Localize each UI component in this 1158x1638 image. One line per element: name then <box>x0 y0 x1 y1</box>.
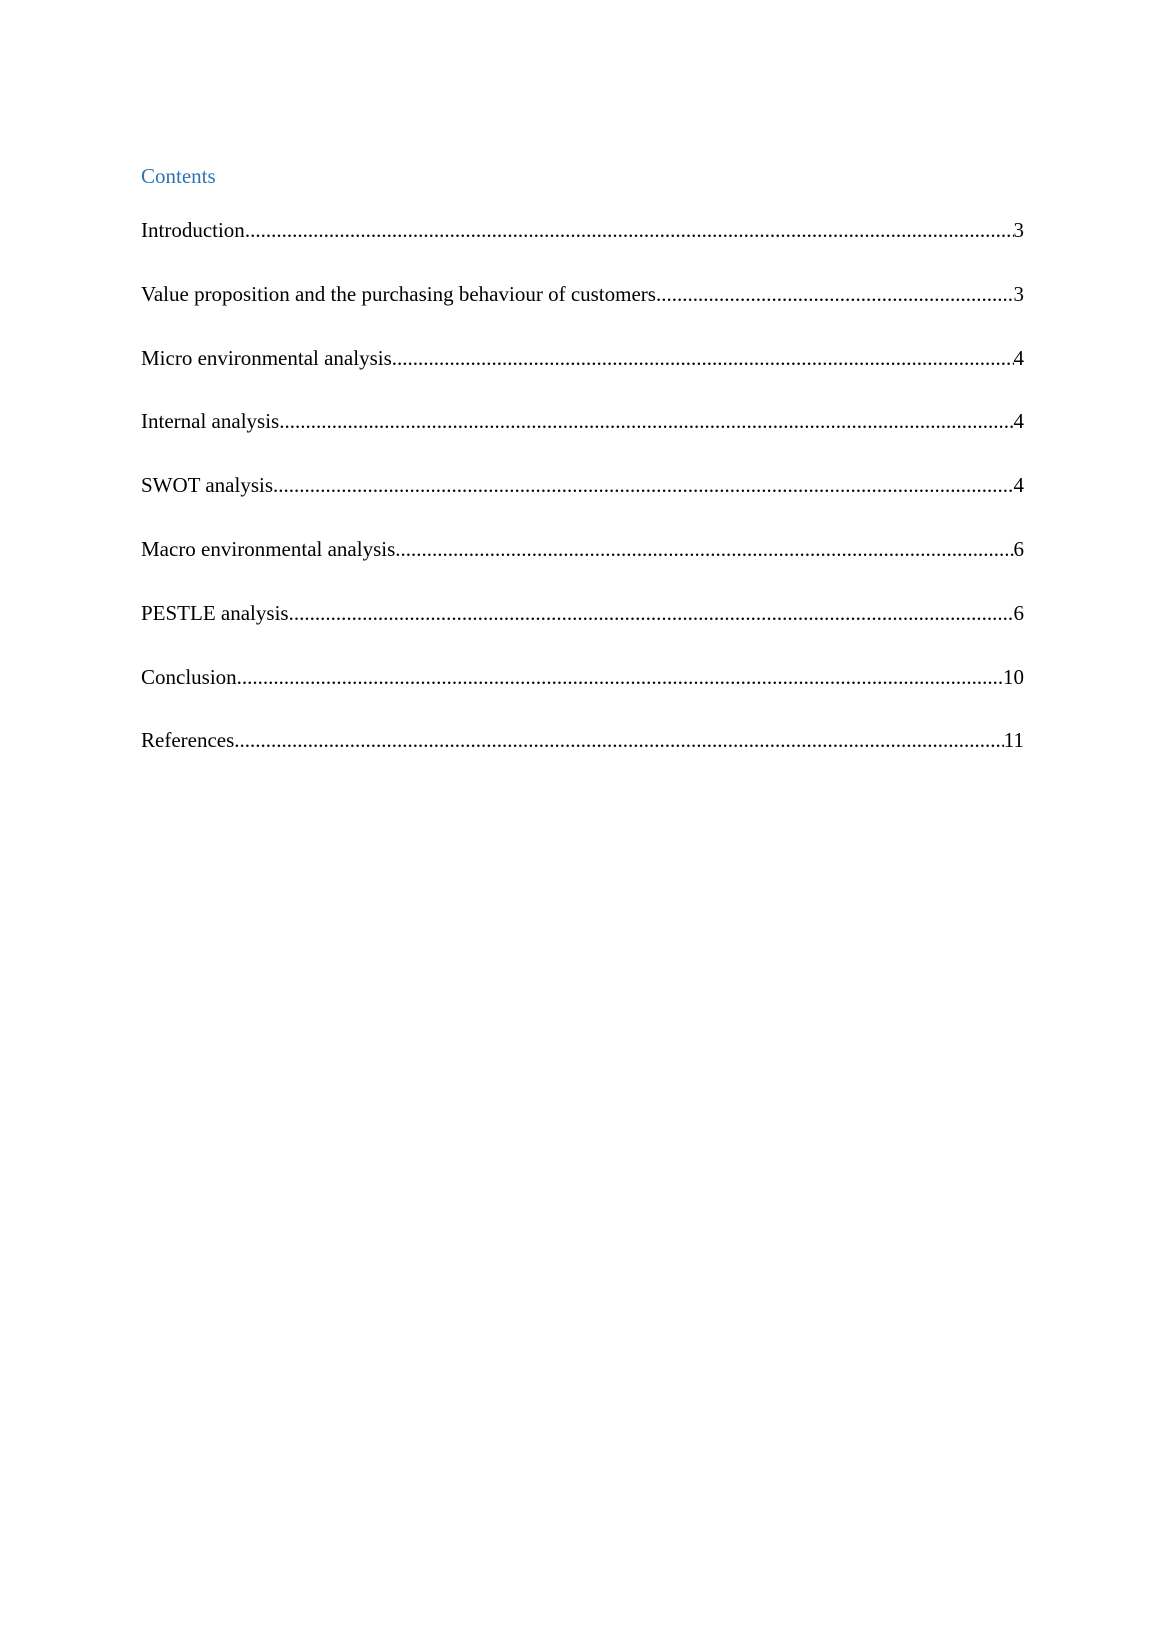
toc-dot-leader <box>656 281 1014 307</box>
toc-entry-micro-environmental-analysis[interactable] <box>141 345 1024 409</box>
toc-entry-page-number: 10 <box>1003 664 1024 689</box>
toc-entry-page-number: 6 <box>1013 536 1024 561</box>
toc-entry-title: SWOT analysis <box>141 473 274 498</box>
table-of-contents <box>141 217 1024 791</box>
toc-entry-introduction[interactable] <box>141 217 1024 281</box>
toc-entry-internal-analysis[interactable] <box>141 408 1024 472</box>
toc-entry-page-number: 4 <box>1013 345 1024 370</box>
toc-entry-title: Macro environmental analysis <box>141 536 396 561</box>
toc-entry-page-number: 11 <box>1003 728 1024 753</box>
toc-heading: Contents <box>141 164 216 188</box>
toc-entry-page-number: 3 <box>1013 281 1024 306</box>
toc-dot-leader <box>273 472 1013 498</box>
toc-entry-title: References <box>141 728 235 753</box>
toc-entry-page-number: 6 <box>1013 600 1024 625</box>
toc-entry-pestle-analysis[interactable] <box>141 600 1024 664</box>
toc-dot-leader <box>279 408 1013 434</box>
toc-entry-page-number: 3 <box>1013 218 1024 242</box>
toc-entry-value-proposition[interactable] <box>141 281 1024 345</box>
toc-entry-page-number: 4 <box>1013 473 1024 498</box>
toc-dot-leader <box>289 600 1014 626</box>
toc-dot-leader <box>245 217 1014 243</box>
toc-entry-conclusion[interactable] <box>141 664 1024 728</box>
toc-entry-title: Internal analysis <box>141 409 280 434</box>
toc-dot-leader <box>234 727 1003 753</box>
toc-entry-title: Introduction <box>141 218 245 242</box>
toc-entry-swot-analysis[interactable] <box>141 472 1024 536</box>
toc-entry-macro-environmental-analysis[interactable] <box>141 536 1024 600</box>
toc-dot-leader <box>237 664 1003 690</box>
toc-entry-title: Conclusion <box>141 664 237 689</box>
toc-entry-title: Value proposition and the purchasing behaviour of customers <box>141 281 656 306</box>
toc-entry-title: PESTLE analysis <box>141 600 289 625</box>
toc-dot-leader <box>392 345 1014 371</box>
toc-entry-page-number: 4 <box>1013 409 1024 434</box>
toc-dot-leader <box>395 536 1013 562</box>
toc-entry-title: Micro environmental analysis <box>141 345 392 370</box>
toc-entry-references[interactable] <box>141 727 1024 791</box>
